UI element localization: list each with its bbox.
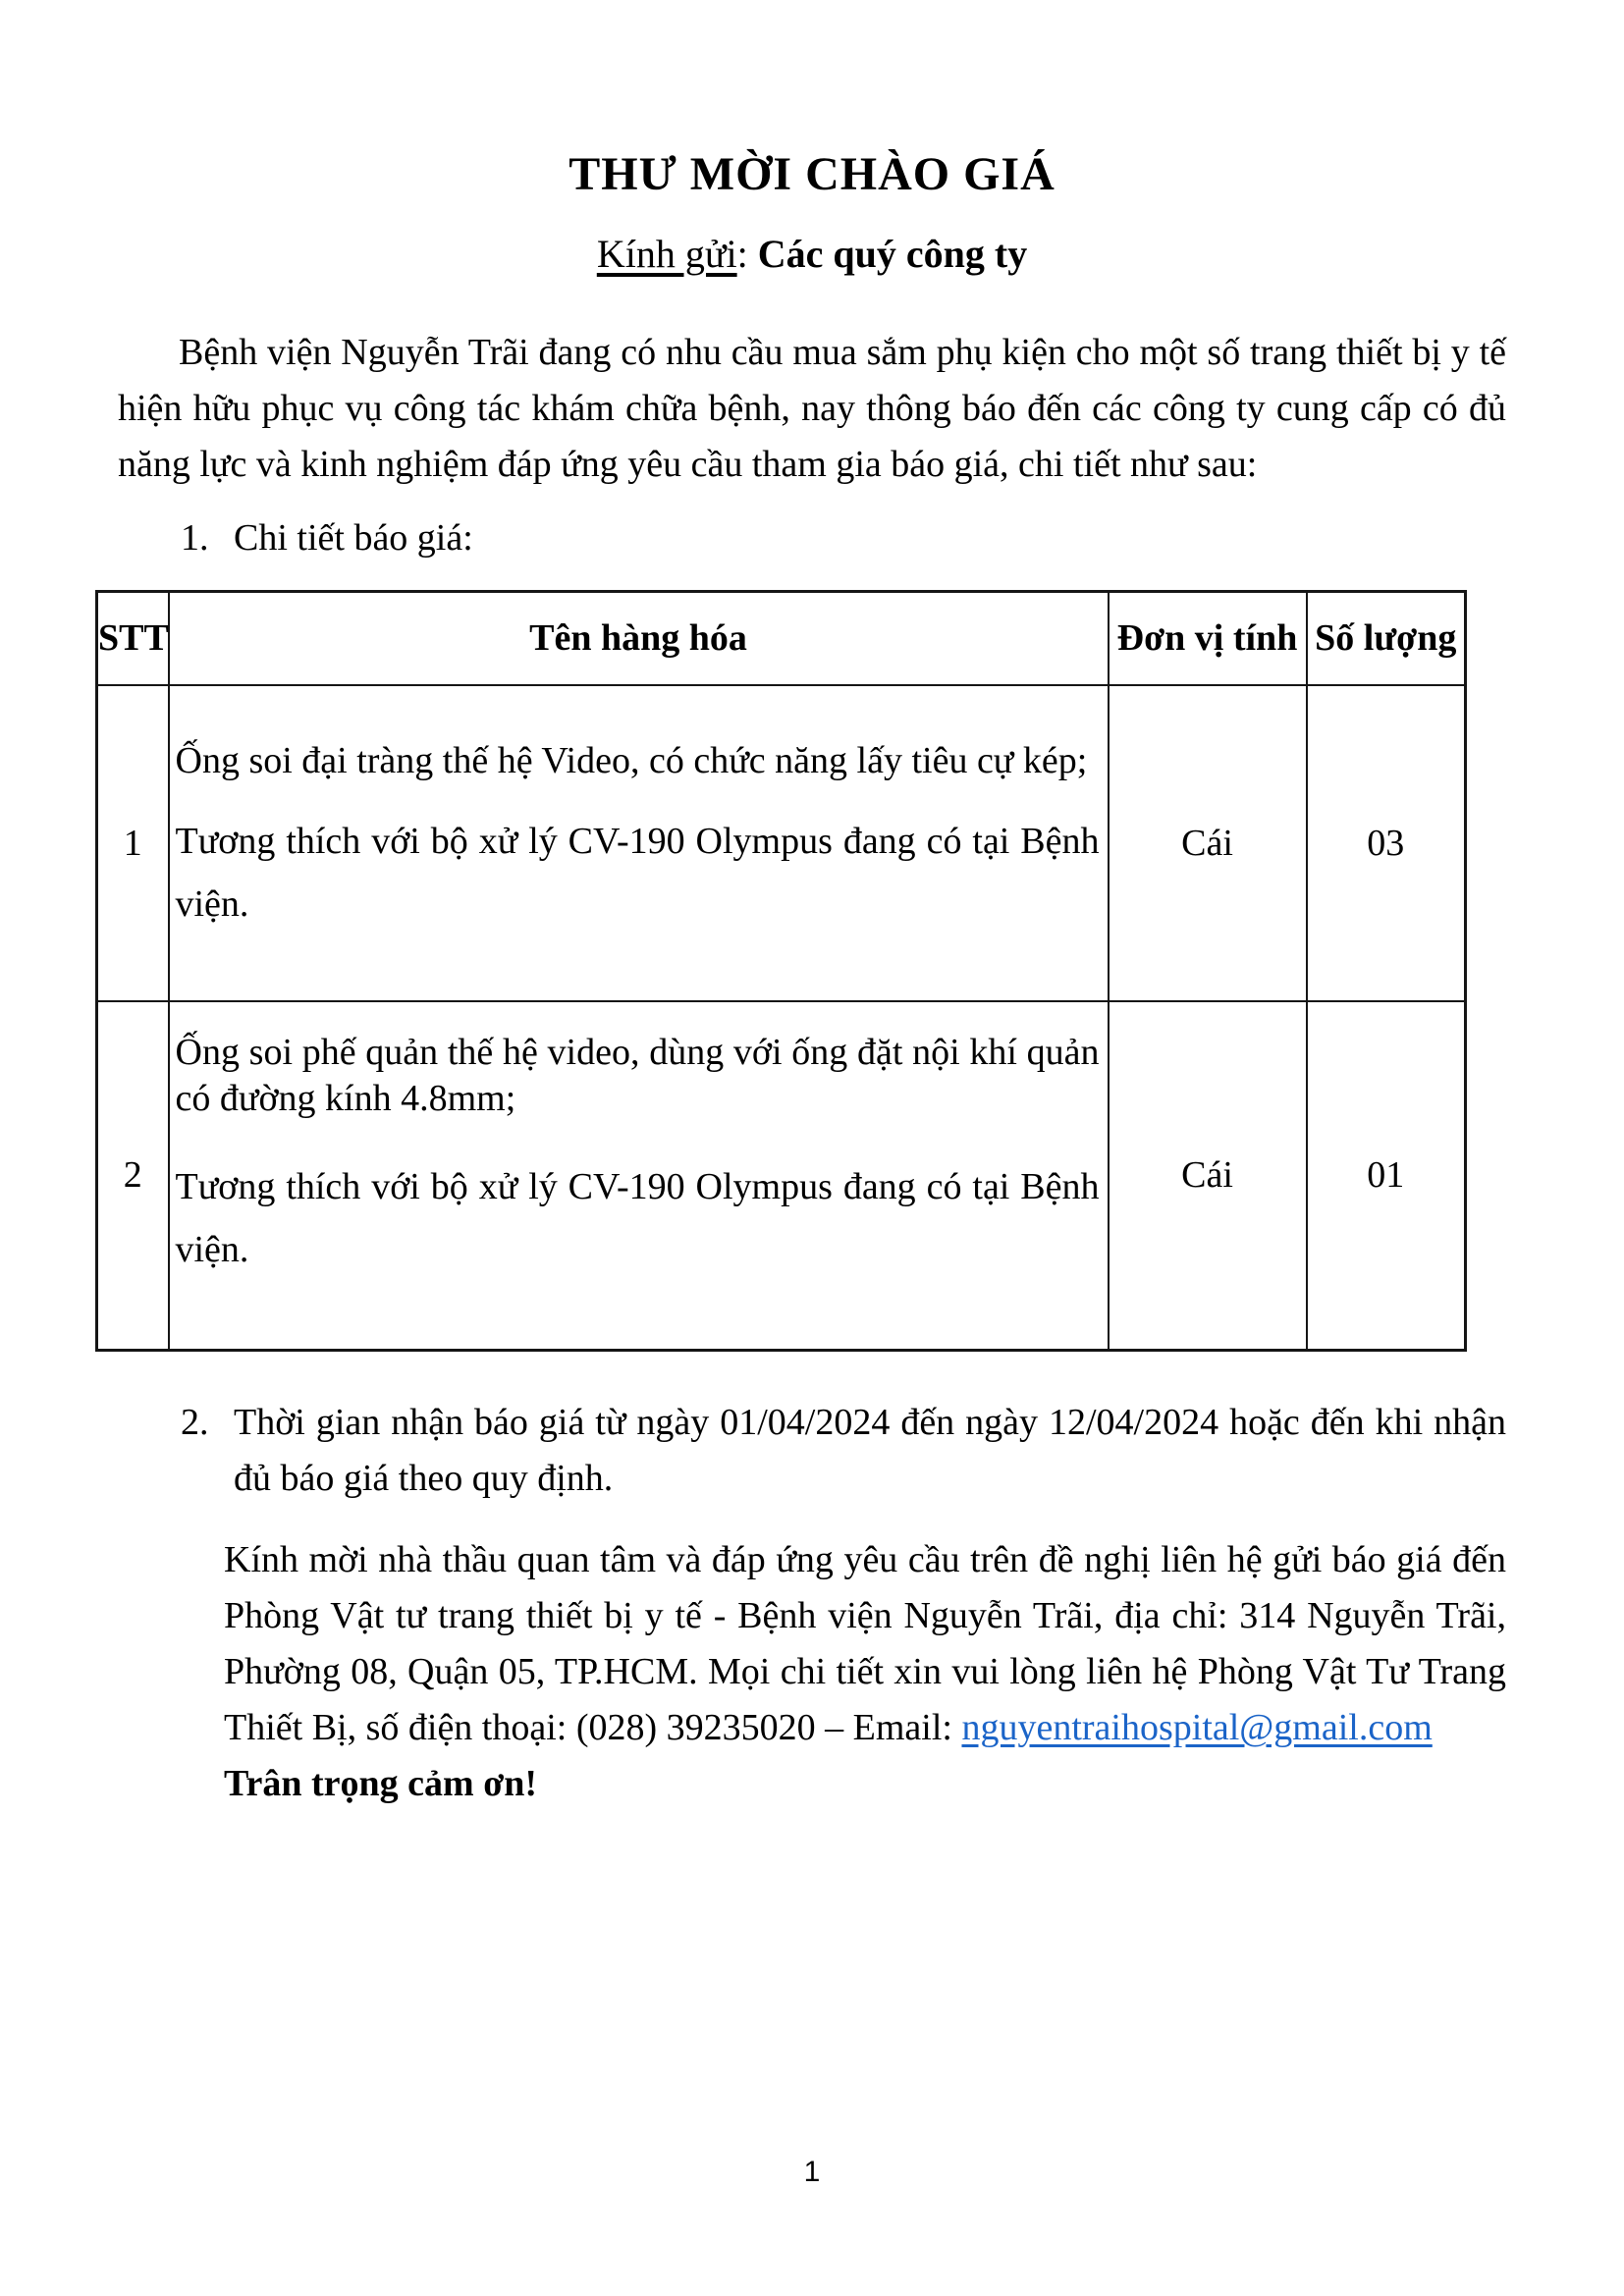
closing-paragraph — [224, 1532, 1506, 1756]
row-1-description-line-2: Tương thích với bộ xử lý CV-190 Olympus đang có tại Bệnh viện. — [175, 820, 1100, 925]
row-2-unit: Cái — [1109, 1001, 1307, 1351]
row-2-description — [169, 1001, 1109, 1351]
row-2-description-line-2: Tương thích với bộ xử lý CV-190 Olympus đang có tại Bệnh viện. — [175, 1165, 1100, 1270]
column-header-unit: Đơn vị tính — [1109, 592, 1307, 685]
email-link[interactable]: nguyentraihospital@gmail.com — [961, 1707, 1433, 1749]
quote-table-header — [97, 592, 1466, 685]
list-item-2-number: 2. — [181, 1402, 209, 1444]
row-2-stt: 2 — [97, 1001, 169, 1351]
column-header-stt: STT — [97, 592, 169, 685]
row-2-description-line-1: Ống soi phế quản thế hệ video, dùng với ống đặt nội khí quản có đường kính 4.8mm; — [175, 1031, 1100, 1119]
salutation-recipient: Các quý công ty — [757, 232, 1028, 277]
salutation-separator: : — [736, 232, 758, 277]
row-1-description-line-1: Ống soi đại tràng thế hệ Video, có chức năng lấy tiêu cự kép; — [175, 739, 1088, 781]
salutation-line — [118, 231, 1506, 278]
column-header-quantity: Số lượng — [1307, 592, 1466, 685]
list-item-2-text: Thời gian nhận báo giá từ ngày 01/04/2024 đến ngày 12/04/2024 hoặc đến khi nhận đủ báo giá theo quy định. — [234, 1402, 1506, 1500]
column-header-item-name: Tên hàng hóa — [169, 592, 1109, 685]
row-1-description — [169, 685, 1109, 1001]
intro-paragraph: Bệnh viện Nguyễn Trãi đang có nhu cầu mua sắm phụ kiện cho một số trang thiết bị y tế hiện hữu phục vụ công tác khám chữa bệnh, nay thông báo đến các công ty cung cấp có đủ năng lực và kinh nghiệm đáp ứng yêu cầu tham gia báo giá, chi tiết như sau: — [118, 332, 1506, 486]
table-header-row — [97, 592, 1466, 685]
closing-thanks: Trân trọng cảm ơn! — [224, 1763, 538, 1805]
list-item-1-text: Chi tiết báo giá: — [234, 517, 473, 560]
quote-table — [95, 590, 1467, 1352]
list-item-2 — [118, 1395, 1506, 1507]
row-1-stt: 1 — [97, 685, 169, 1001]
row-2-quantity: 01 — [1307, 1001, 1466, 1351]
table-row — [97, 685, 1466, 1001]
list-item-1-number: 1. — [181, 517, 209, 560]
closing-invite-text: Kính mời nhà thầu quan tâm và đáp ứng yêu cầu trên đề nghị liên hệ gửi báo giá đến Phòng Vật tư trang thiết bị y tế - Bệnh viện Nguyễn Trãi, địa chỉ: 314 Nguyễn Trãi, Phường 08, Quận 05, TP.HCM. Mọi chi tiết xin vui lòng liên hệ Phòng Vật Tư Trang Thiết Bị, số điện thoại: (028) 39235020 – Email: — [224, 1539, 1506, 1749]
table-row — [97, 1001, 1466, 1351]
page-title: THƯ MỜI CHÀO GIÁ — [568, 148, 1056, 200]
salutation-label: Kính gửi — [596, 232, 737, 277]
row-1-quantity: 03 — [1307, 685, 1466, 1001]
row-1-unit: Cái — [1109, 685, 1307, 1001]
list-item-1 — [118, 510, 1506, 566]
page-number: 1 — [803, 2156, 821, 2188]
